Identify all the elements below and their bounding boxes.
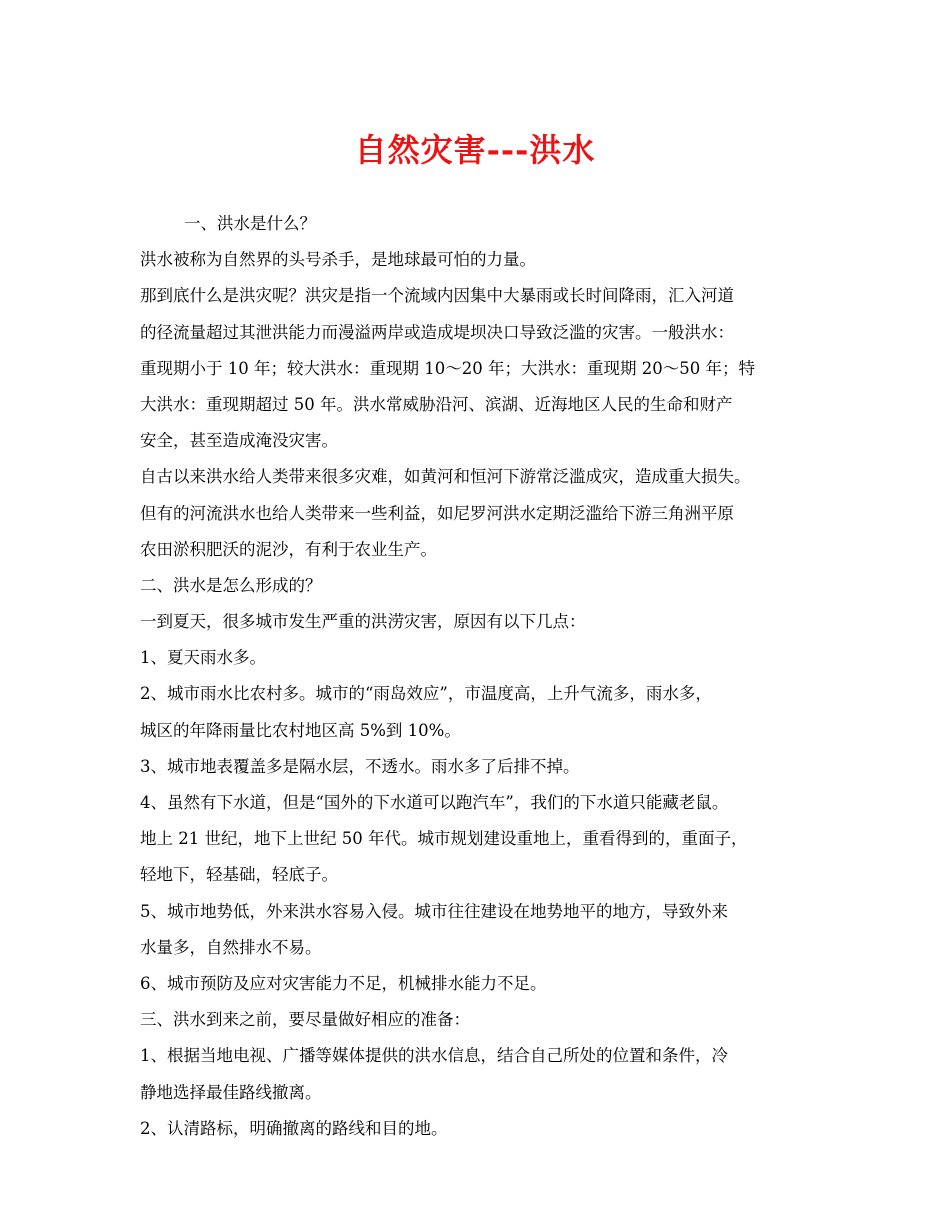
paragraph-line: 的径流量超过其泄洪能力而漫溢两岸或造成堤坝决口导致泛滥的灾害。一般洪水：	[140, 322, 734, 342]
paragraph-line: 洪水被称为自然界的头号杀手，是地球最可怕的力量。	[140, 250, 536, 270]
list-item: 5、城市地势低，外来洪水容易入侵。城市往往建设在地势地平的地方，导致外来	[140, 901, 728, 921]
list-item: 1、夏天雨水多。	[140, 648, 266, 668]
paragraph-line: 安全，甚至造成淹没灾害。	[140, 431, 338, 451]
paragraph-line: 大洪水：重现期超过 50 年。洪水常威胁沿河、滨湖、近海地区人民的生命和财产	[140, 394, 733, 414]
list-item-continuation: 水量多，自然排水不易。	[140, 937, 322, 957]
list-item-continuation: 城区的年降雨量比农村地区高 5%到 10%。	[140, 720, 461, 740]
section-heading: 一、洪水是什么？	[184, 214, 316, 233]
section-heading: 二、洪水是怎么形成的？	[140, 575, 322, 595]
list-item-continuation: 地上 21 世纪，地下上世纪 50 年代。城市规划建设重地上，重看得到的，重面子，	[140, 829, 748, 849]
list-item-continuation: 静地选择最佳路线撤离。	[140, 1082, 322, 1102]
list-item: 2、认清路标，明确撤离的路线和目的地。	[140, 1118, 448, 1138]
paragraph-line: 那到底什么是洪灾呢？洪灾是指一个流域内因集中大暴雨或长时间降雨，汇入河道	[140, 286, 734, 306]
paragraph-line: 农田淤积肥沃的泥沙，有利于农业生产。	[140, 539, 437, 559]
list-item: 2、城市雨水比农村多。城市的“雨岛效应”，市温度高，上升气流多，雨水多，	[140, 684, 712, 704]
list-item: 1、根据当地电视、广播等媒体提供的洪水信息，结合自己所处的位置和条件，冷	[140, 1046, 728, 1066]
paragraph-line: 一到夏天，很多城市发生严重的洪涝灾害，原因有以下几点：	[140, 612, 586, 632]
list-item-continuation: 轻地下，轻基础，轻底子。	[140, 865, 338, 885]
paragraph-line: 但有的河流洪水也给人类带来一些利益，如尼罗河洪水定期泛滥给下游三角洲平原	[140, 503, 734, 523]
paragraph-line: 自古以来洪水给人类带来很多灾难，如黄河和恒河下游常泛滥成灾，造成重大损失。	[140, 467, 751, 487]
paragraph-line: 重现期小于 10 年；较大洪水：重现期 10～20 年；大洪水：重现期 20～50 年；特	[140, 358, 755, 378]
section-heading: 三、洪水到来之前，要尽量做好相应的准备：	[140, 1010, 470, 1030]
document-body	[140, 206, 830, 1147]
list-item: 6、城市预防及应对灾害能力不足，机械排水能力不足。	[140, 973, 547, 993]
list-item: 4、虽然有下水道，但是“国外的下水道可以跑汽车”，我们的下水道只能藏老鼠。	[140, 793, 729, 812]
list-item: 3、城市地表覆盖多是隔水层，不透水。雨水多了后排不掉。	[140, 756, 580, 776]
page-title: 自然灾害---洪水	[354, 131, 596, 169]
